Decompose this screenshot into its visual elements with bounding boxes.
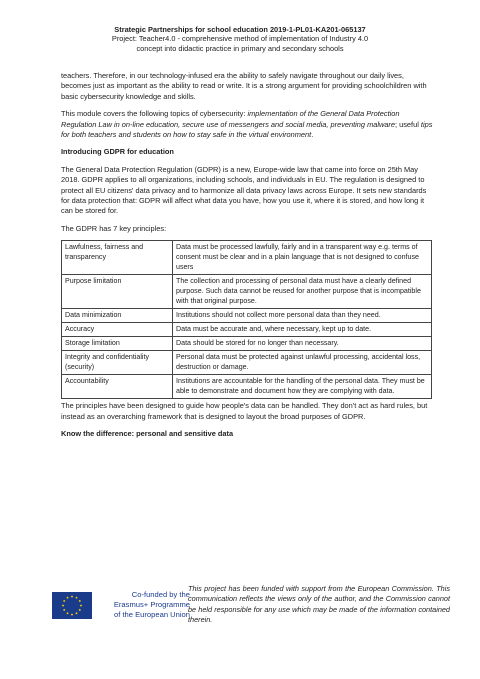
principle-description: Personal data must be protected against unlawful processing, accidental loss, destruction or damage. [173,351,432,375]
principle-description: The collection and processing of personal data must have a clearly defined purpose. Such data cannot be reused for another purpose that is incompatible with that original purpose. [173,275,432,309]
header-title: Strategic Partnerships for school education 2019-1-PL01-KA201-065137 [114,25,366,34]
cofund-line: Erasmus+ Programme [113,599,190,609]
principle-description: Data should be stored for no longer than necessary. [173,337,432,351]
topics-paragraph [61,109,433,140]
eu-star-icon [66,596,69,599]
eu-star-icon [63,600,66,603]
topics-lead: This module covers the following topics of cybersecurity: [61,109,248,119]
eu-star-icon [71,595,74,598]
cofund-line: of the European Union [114,609,190,619]
principle-name: Purpose limitation [62,275,173,309]
eu-flag-icon [52,592,92,619]
page-footer [48,583,448,633]
principle-name: Accuracy [62,323,173,337]
page-header [40,25,440,53]
principle-name: Lawfulness, fairness and transparency [62,241,173,275]
principle-description: Data must be processed lawfully, fairly and in a transparent way e.g. terms of consent must be clear and in a plain language that is not designed to confuse users [173,241,432,275]
principles-summary: The principles have been designed to guide how people's data can be handled. They don't act as hard rules, but instead as an overarching framework that is designed to layout the broad purposes of GDPR. [61,401,428,421]
eu-star-icon [78,609,81,612]
table-row [62,241,432,275]
section-heading-personal-data: Know the difference: personal and sensitive data [61,429,234,439]
table-row [62,375,432,399]
document-body [61,71,433,447]
principle-description: Institutions are accountable for the handling of the personal data. They must be able to demonstrate and document how they are complying with data. [173,375,432,399]
topics-list: implementation of the General Data Protection Regulation Law in on-line education, secure use of messengers and social media, preventing malware [61,109,400,129]
eu-star-icon [63,609,66,612]
principle-name: Accountability [62,375,173,399]
eu-star-icon [75,612,78,615]
eu-star-icon [78,600,81,603]
principles-intro: The GDPR has 7 key principles: [61,223,167,233]
principle-name: Data minimization [62,309,173,323]
principle-description: Data must be accurate and, where necessary, kept up to date. [173,323,432,337]
topics-tips: tips for both teachers and students on how to stay safe in the virtual environment [61,119,433,140]
gdpr-paragraph: The General Data Protection Regulation (GDPR) is a new, Europe-wide law that came into force on 25th May 2018. GDPR applies to all organizations, including schools, and individuals in EU. The regulation is designed to protect all EU citizens' data privacy and to harmonize all data privacy laws across Europe. It sets new standards for data protection that: GDPR will affect what data you have, how you use it, where it is stored, and how long it can be stored for. [61,164,427,216]
table-row [62,337,432,351]
principle-name: Storage limitation [62,337,173,351]
eu-flag-stars-icon [52,592,92,619]
eu-star-icon [62,604,65,607]
table-row [62,309,432,323]
cofund-line: Co-funded by the [131,590,190,599]
eu-star-icon [66,612,69,615]
eu-star-icon [71,613,74,616]
eu-star-icon [80,604,83,607]
table-row [62,323,432,337]
table-row [62,275,432,309]
eu-star-icon [75,596,78,599]
topics-joiner: ; useful [395,119,421,129]
intro-paragraph: teachers. Therefore, in our technology-infused era the ability to safely navigate throughout our daily lives, becomes just as important as the ability to read or write. It is a strong argument for providing schoolchildren with basic cybersecurity knowledge and skills. [61,71,427,101]
erasmus-cofund-label [96,590,190,619]
principle-name: Integrity and confidentiality (security) [62,351,173,375]
funding-disclaimer: This project has been funded with support from the European Commission. This communication reflects the views only of the author, and the Commission cannot be held responsible for any use which may be made of the information contained therein. [188,584,450,625]
header-project-line-2: concept into didactic practice in primary and secondary schools [136,43,344,53]
principle-description: Institutions should not collect more personal data than they need. [173,309,432,323]
principles-table [61,240,432,399]
section-heading-gdpr: Introducing GDPR for education [61,147,174,157]
table-row [62,351,432,375]
topics-end: . [311,130,314,140]
header-project-line: Project: Teacher4.0 - comprehensive method of implementation of Industry 4.0 [111,34,369,44]
